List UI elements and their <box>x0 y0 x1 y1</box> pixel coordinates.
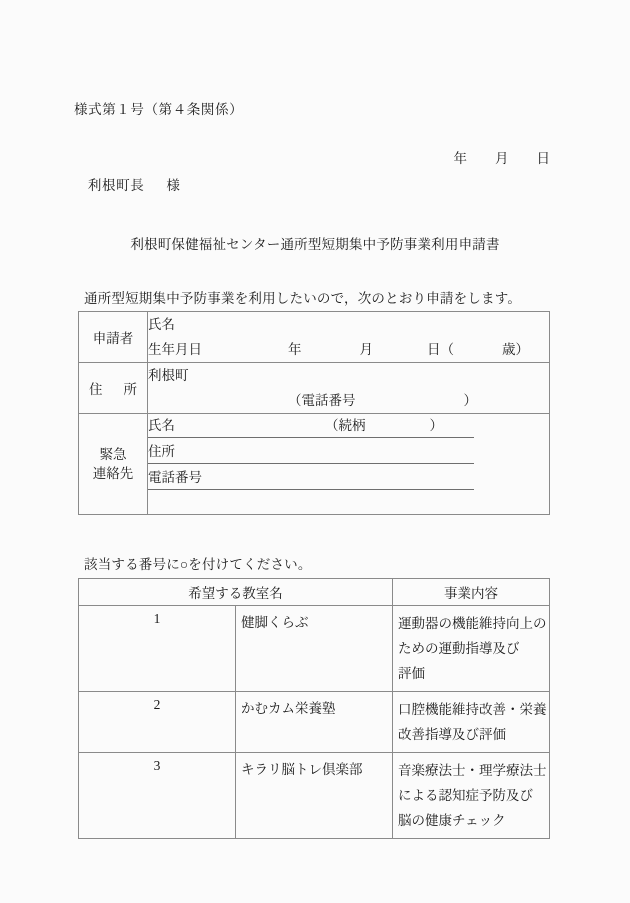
emergency-phone-label: 電話番号 <box>148 470 202 485</box>
table-row[interactable] <box>79 606 550 692</box>
lead-sentence: 通所型短期集中予防事業を利用したいので，次のとおり申請をします。 <box>84 291 522 306</box>
emergency-name-label: 氏名 <box>148 418 175 433</box>
phone-open-label: （電話番号 <box>288 393 356 408</box>
address-fields-cell <box>148 363 550 414</box>
birthdate-label: 生年月日 <box>148 342 202 357</box>
applicant-fields-cell <box>148 312 550 363</box>
course-selection-table <box>78 578 550 839</box>
birth-day-label: 日 <box>427 342 441 357</box>
table-row-address <box>79 363 550 414</box>
emergency-address-field[interactable] <box>148 440 474 464</box>
emergency-address-label: 住所 <box>148 444 175 459</box>
course-description <box>393 753 550 839</box>
course-description-line: 脳の健康チェック <box>398 813 506 828</box>
form-number: 様式第１号（第４条関係） <box>74 102 244 117</box>
column-header-course-name: 希望する教室名 <box>79 579 393 606</box>
row-label-emergency-contact: 緊急 連絡先 <box>79 414 148 515</box>
table-row-emergency-contact <box>79 414 550 515</box>
relation-close-paren: ） <box>429 418 443 433</box>
addressee-name: 利根町長 <box>87 178 145 193</box>
applicant-name-label: 氏名 <box>148 317 175 332</box>
course-number[interactable]: 2 <box>79 692 236 753</box>
date-day-label: 日 <box>536 151 550 166</box>
date-year-label: 年 <box>453 151 467 166</box>
course-name: キラリ脳トレ倶楽部 <box>236 753 393 839</box>
emergency-phone-field[interactable] <box>148 466 474 490</box>
column-header-description: 事業内容 <box>393 579 550 606</box>
phone-close-paren: ） <box>463 393 477 408</box>
row-label-address: 住 所 <box>79 363 148 414</box>
applicant-name-field[interactable] <box>148 312 549 337</box>
relation-open-label: （続柄 <box>325 418 366 433</box>
address-town-value: 利根町 <box>148 368 189 383</box>
row-label-applicant: 申請者 <box>79 312 148 363</box>
date-entry-line <box>440 131 550 183</box>
table-row[interactable] <box>79 753 550 839</box>
page-title: 利根町保健福祉センター通所型短期集中予防事業利用申請書 <box>130 237 500 252</box>
addressee-line <box>72 158 180 210</box>
address-phone-field[interactable] <box>148 388 549 413</box>
course-name: かむカム栄養塾 <box>236 692 393 753</box>
date-month-label: 月 <box>495 151 509 166</box>
addressee-honorific: 様 <box>166 178 181 193</box>
table-row[interactable] <box>79 692 550 753</box>
table-row-applicant <box>79 312 550 363</box>
emergency-fields-cell <box>148 414 550 515</box>
birth-year-label: 年 <box>288 342 302 357</box>
course-description-line: 評価 <box>398 666 425 681</box>
course-name: 健脚くらぶ <box>236 606 393 692</box>
age-unit-label: 歳） <box>502 342 529 357</box>
course-description <box>393 606 550 692</box>
course-number[interactable]: 1 <box>79 606 236 692</box>
address-town-field[interactable] <box>148 363 549 388</box>
course-description-line: 口腔機能維持改善・栄養改善指導及び評価 <box>398 702 547 742</box>
course-number[interactable]: 3 <box>79 753 236 839</box>
circle-instruction: 該当する番号に○を付けてください。 <box>84 557 312 572</box>
course-description-line: 運動器の機能維持向上のための運動指導及び <box>398 616 547 656</box>
emergency-name-field[interactable] <box>148 414 474 438</box>
course-description-line: 音楽療法士・理学療法士による認知症予防及び <box>398 763 547 803</box>
birth-month-label: 月 <box>359 342 373 357</box>
applicant-birthdate-field[interactable] <box>148 337 549 362</box>
applicant-info-table <box>78 311 550 515</box>
course-description <box>393 692 550 753</box>
table-header-row <box>79 579 550 606</box>
age-open-paren: （ <box>440 342 454 357</box>
